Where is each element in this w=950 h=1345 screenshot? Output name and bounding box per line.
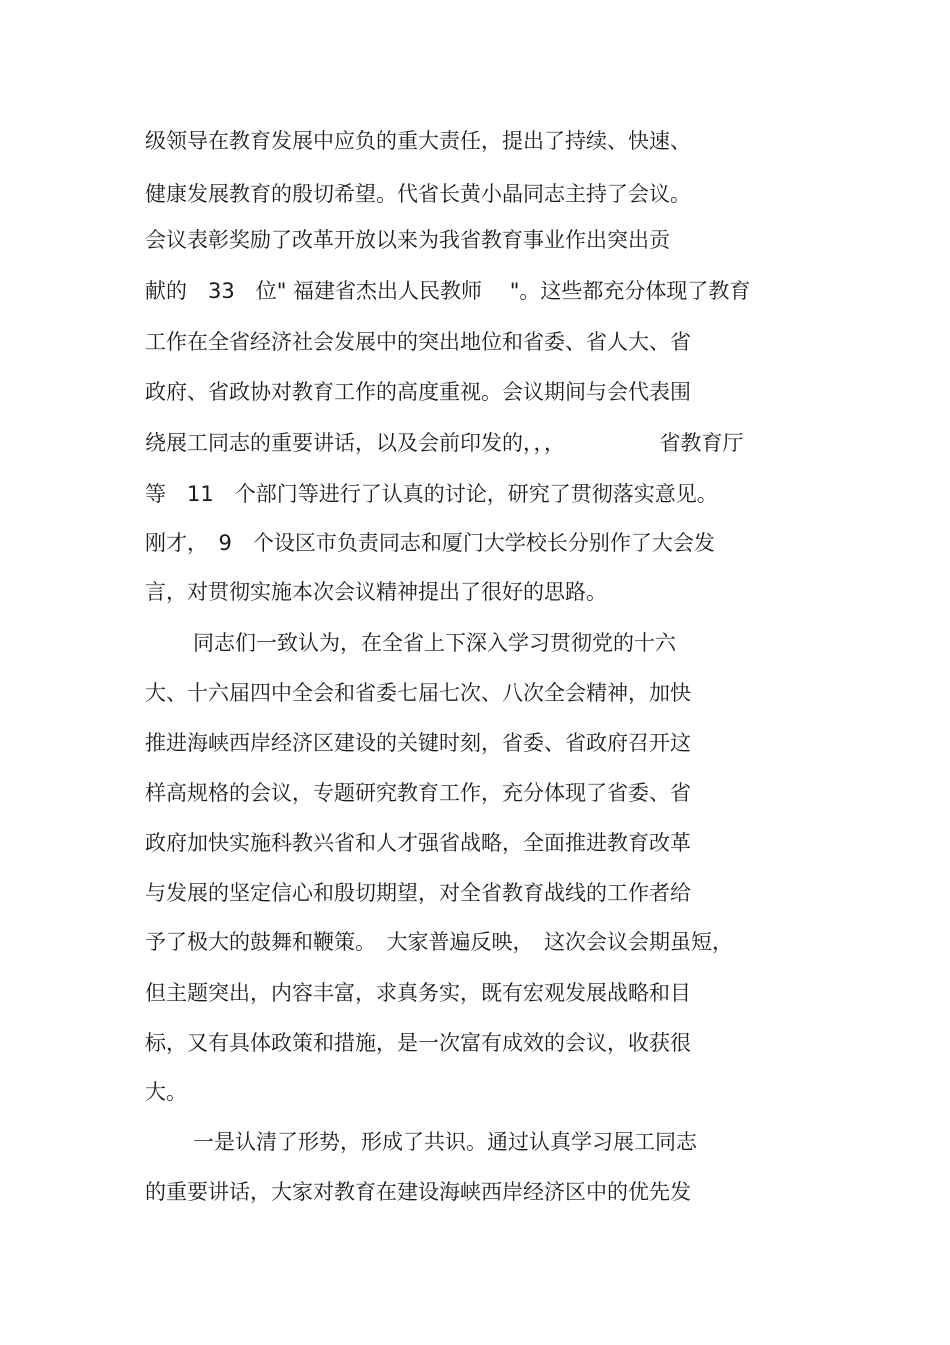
text-line: 与发展的坚定信心和殷切期望，对全省教育战线的工作者给	[145, 881, 691, 905]
text-line: 大、十六届四中全会和省委七届七次、八次全会精神，加快	[145, 681, 691, 705]
text-line: 推进海峡西岸经济区建设的关键时刻，省委、省政府召开这	[145, 731, 691, 755]
text-line: 样高规格的会议，专题研究教育工作，充分体现了省委、省	[145, 781, 691, 805]
text-line: 献的 33 位" 福建省杰出人民教师 "。这些都充分体现了教育	[145, 279, 751, 303]
text-line: 标，又有具体政策和措施，是一次富有成效的会议，收获很	[145, 1031, 691, 1055]
text-line: 言，对贯彻实施本次会议精神提出了很好的思路。	[145, 580, 607, 604]
text-line: 的重要讲话，大家对教育在建设海峡西岸经济区中的优先发	[145, 1180, 691, 1204]
text-line: 会议表彰奖励了改革开放以来为我省教育事业作出突出贡	[145, 228, 670, 252]
text-line: 绕展工同志的重要讲话，以及会前印发的，，， 省教育厅	[145, 431, 744, 455]
text-line: 政府、省政协对教育工作的高度重视。会议期间与会代表围	[145, 380, 691, 404]
text-line: 等 11 个部门等进行了认真的讨论，研究了贯彻落实意见。	[145, 482, 718, 506]
text-line: 予了极大的鼓舞和鞭策。 大家普遍反映， 这次会议会期虽短，	[145, 930, 733, 954]
text-line: 但主题突出，内容丰富，求真务实，既有宏观发展战略和目	[145, 981, 691, 1005]
paragraph-start-line: 一是认清了形势，形成了共识。通过认真学习展工同志	[193, 1130, 697, 1154]
text-line: 刚才， 9 个设区市负责同志和厦门大学校长分别作了大会发	[145, 531, 715, 555]
paragraph-start-line: 同志们一致认为，在全省上下深入学习贯彻党的十六	[193, 631, 676, 655]
text-line: 健康发展教育的殷切希望。代省长黄小晶同志主持了会议。	[145, 182, 691, 206]
text-line: 政府加快实施科教兴省和人才强省战略，全面推进教育改革	[145, 831, 691, 855]
text-line: 工作在全省经济社会发展中的突出地位和省委、省人大、省	[145, 330, 691, 354]
text-line: 级领导在教育发展中应负的重大责任，提出了持续、快速、	[145, 129, 691, 153]
text-line: 大。	[145, 1080, 187, 1104]
